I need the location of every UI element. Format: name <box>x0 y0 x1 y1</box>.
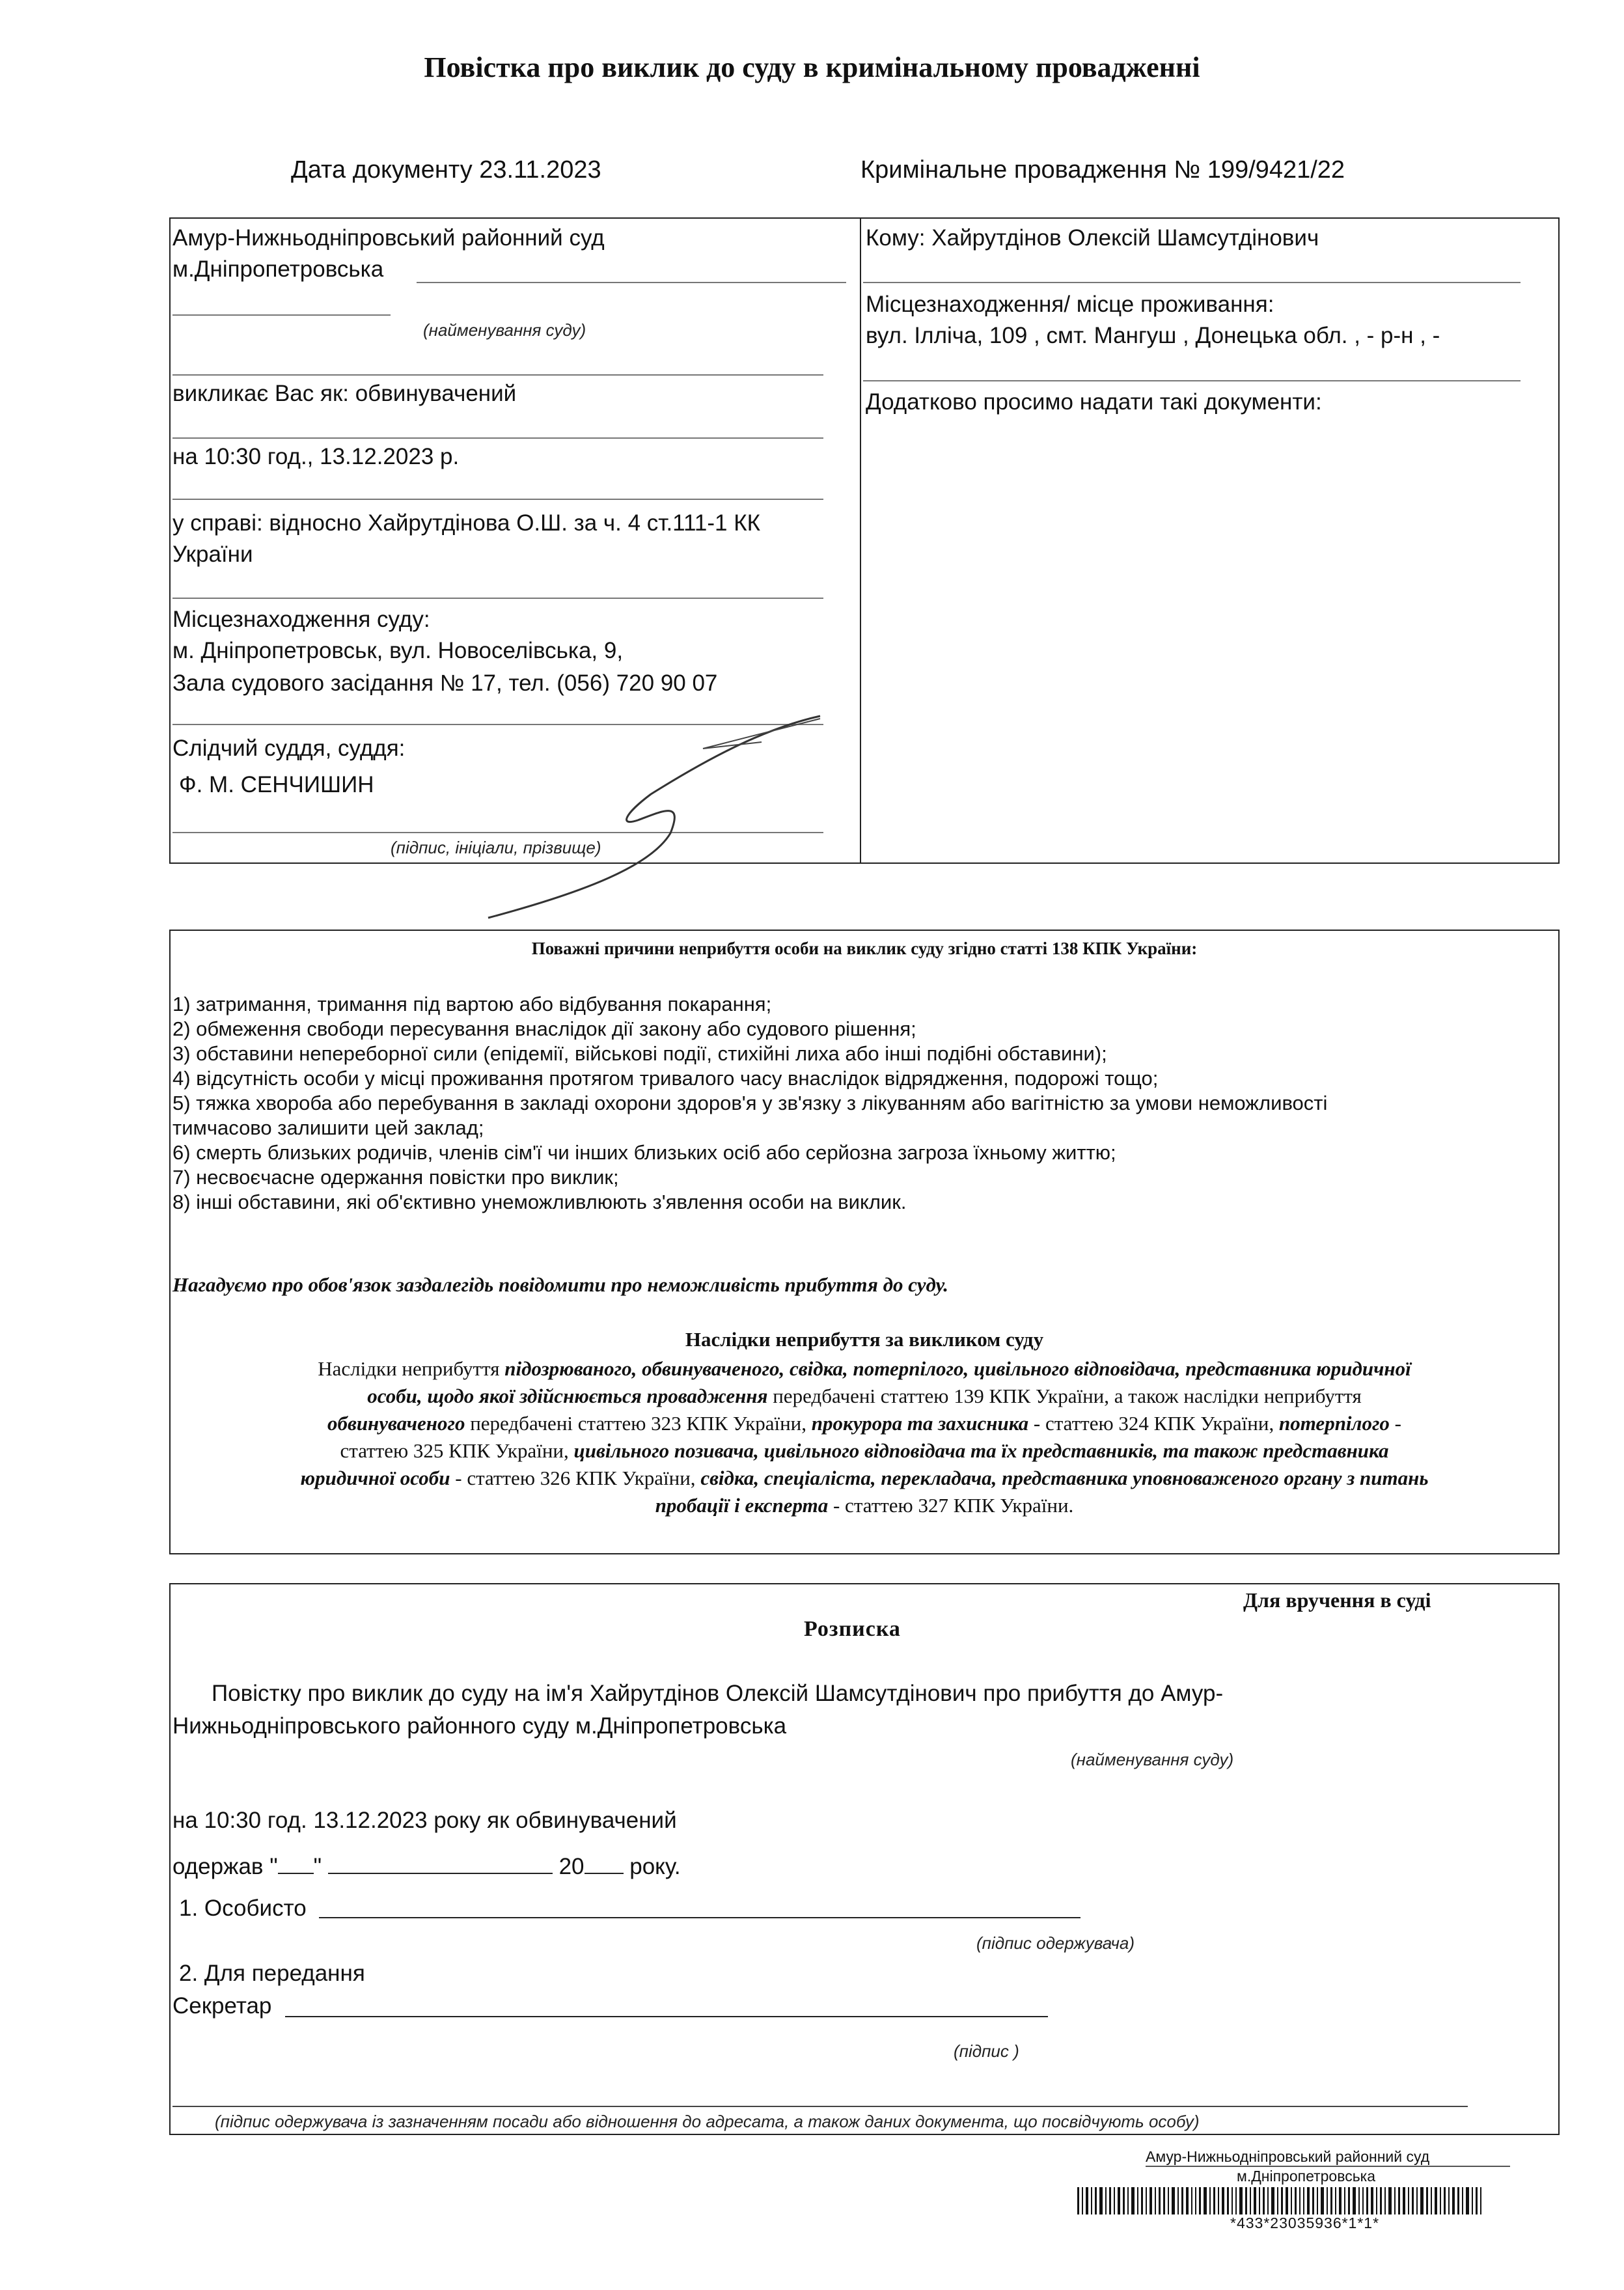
consequences-text-part: - <box>1389 1412 1401 1435</box>
barcode-bar <box>1209 2187 1211 2214</box>
barcode-bar <box>1317 2187 1318 2214</box>
barcode-bar <box>1181 2187 1183 2214</box>
barcode-bar <box>1195 2187 1196 2214</box>
consequences-text-part: пробації і експерта <box>655 1494 829 1517</box>
reason-item: 3) обставини непереборної сили (епідемії, військові події, стихійні лиха або інші подібні обставини); <box>172 1042 1107 1065</box>
barcode-bar <box>1431 2187 1432 2214</box>
barcode-bar <box>1462 2187 1463 2214</box>
barcode-bar <box>1398 2187 1400 2214</box>
consequences-text-part: прокурора та захисника <box>811 1412 1029 1435</box>
secretary-signature-caption: (підпис ) <box>954 2041 1019 2061</box>
court-name-line2: м.Дніпропетровська <box>172 256 384 282</box>
case-description-line2: України <box>172 542 253 567</box>
barcode-bar <box>1416 2187 1418 2214</box>
barcode-bar <box>1394 2187 1396 2214</box>
barcode-bar <box>1299 2187 1301 2214</box>
barcode-bar <box>1344 2187 1345 2214</box>
barcode-bar <box>1452 2187 1455 2214</box>
barcode-bar <box>1155 2187 1156 2214</box>
barcode-bar <box>1321 2187 1324 2214</box>
reason-item: 1) затримання, тримання під вартою або відбування покарання; <box>172 993 772 1015</box>
barcode-bar <box>1118 2187 1120 2214</box>
barcode-bar <box>1235 2187 1237 2214</box>
barcode-bar <box>1177 2187 1179 2214</box>
residence-label: Місцезнаходження/ місце проживання: <box>866 292 1274 317</box>
barcode-bar <box>1466 2187 1469 2214</box>
barcode-bar <box>1149 2187 1152 2214</box>
reason-item: 4) відсутність особи у місці проживання протягом тривалого часу внаслідок відрядження, подорожі тощо; <box>172 1067 1159 1090</box>
consequences-text-part: цивільного позивача, цивільного відповідача та їх представників, та також представника <box>573 1439 1389 1462</box>
consequences-text-part: свідка, спеціаліста, перекладача, представника уповноваженого органу з питань <box>700 1467 1429 1489</box>
receipt-line1: Повістку про виклик до суду на ім'я Хайрутдінов Олексій Шамсутдінович про прибуття до Амур- <box>212 1681 1224 1706</box>
reason-item: тимчасово залишити цей заклад; <box>172 1116 484 1139</box>
barcode-bar <box>1086 2187 1088 2214</box>
reason-item: 7) несвоєчасне одержання повістки про виклик; <box>172 1166 619 1189</box>
barcode-bar <box>1099 2187 1103 2214</box>
reason-item: 2) обмеження свободи пересування внаслідок дії закону або судового рішення; <box>172 1017 916 1040</box>
barcode-bar <box>1286 2187 1288 2214</box>
barcode-bar <box>1218 2187 1219 2214</box>
barcode-bar <box>1366 2187 1368 2214</box>
receipt-court-caption: (найменування суду) <box>1071 1750 1234 1769</box>
barcode-bar <box>1303 2187 1304 2214</box>
barcode-bar <box>1330 2187 1332 2214</box>
barcode-bar <box>1267 2187 1269 2214</box>
court-location-line2: Зала судового засідання № 17, тел. (056) 720 90 07 <box>172 670 718 696</box>
summons-as: викликає Вас як: обвинувачений <box>172 381 517 406</box>
barcode-bar <box>1232 2187 1233 2214</box>
barcode-bar <box>1358 2187 1360 2214</box>
barcode-bar <box>1259 2187 1260 2214</box>
reasons-list <box>172 992 1552 1215</box>
footer-court-line1: Амур-Нижньодніпровський районний суд <box>1146 2148 1430 2165</box>
barcode-bar <box>1204 2187 1207 2214</box>
barcode-bar <box>1472 2187 1473 2214</box>
barcode-bar <box>1082 2187 1083 2214</box>
barcode-bar <box>1307 2187 1310 2214</box>
barcode-bar <box>1245 2187 1247 2214</box>
additional-documents: Додатково просимо надати такі документи: <box>866 389 1322 415</box>
barcode-bar <box>1146 2187 1147 2214</box>
for-transfer-label: 2. Для передання <box>179 1961 365 1986</box>
barcode-number: *433*23035936*1*1* <box>1230 2214 1380 2231</box>
footer-court-line2: м.Дніпропетровська <box>1237 2168 1376 2185</box>
case-description-line1: у справі: відносно Хайрутдінова О.Ш. за ч. 4 ст.111-1 КК <box>172 510 760 536</box>
received-quote: " <box>313 1854 322 1879</box>
judge-caption: (підпис, ініціали, прізвище) <box>391 838 601 857</box>
barcode-bar <box>1281 2187 1283 2214</box>
consequences-text-part: юридичної особи <box>300 1467 450 1489</box>
barcode-bar <box>1339 2187 1342 2214</box>
consequences-text-part: - статтею 326 КПК України, <box>450 1467 701 1489</box>
barcode-bar <box>1137 2187 1138 2214</box>
received-year-suffix: року. <box>629 1854 681 1879</box>
barcode-bar <box>1077 2187 1079 2214</box>
hearing-time: на 10:30 год., 13.12.2023 р. <box>172 444 460 469</box>
receipt-title: Розписка <box>804 1617 901 1641</box>
consequences-heading: Наслідки неприбуття за викликом суду <box>685 1328 1044 1351</box>
barcode-bar <box>1186 2187 1189 2214</box>
consequences-text-part: потерпілого <box>1278 1412 1390 1435</box>
barcode-bar <box>1159 2187 1161 2214</box>
judge-label: Слідчий суддя, суддя: <box>172 736 406 761</box>
barcode-bar <box>1163 2187 1165 2214</box>
barcode-bar <box>1476 2187 1478 2214</box>
received-prefix: одержав " <box>172 1854 278 1879</box>
barcode-bar <box>1277 2187 1278 2214</box>
barcode-bar <box>1168 2187 1169 2214</box>
barcode-bar <box>1199 2187 1201 2214</box>
reminder-note: Нагадуємо про обов'язок заздалегідь повідомити про неможливість прибуття до суду. <box>172 1273 949 1296</box>
barcode-bar <box>1271 2187 1274 2214</box>
barcode-bar <box>1348 2187 1350 2214</box>
consequences-text-part: передбачені статтею 323 КПК України, <box>465 1412 812 1435</box>
consequences-text <box>171 1355 1558 1519</box>
barcode-bar <box>1172 2187 1175 2214</box>
barcode-bar <box>1213 2187 1215 2214</box>
recipient-signature-caption: (підпис одержувача) <box>976 1933 1135 1953</box>
received-date-line <box>172 1853 681 1881</box>
consequences-text-part: підозрюваного, обвинуваченого, свідка, потерпілого, цивільного відповідача, представника юридичної <box>504 1357 1411 1380</box>
barcode-bar <box>1291 2187 1292 2214</box>
barcode <box>1077 2187 1565 2214</box>
barcode-bar <box>1371 2187 1373 2214</box>
barcode-bar <box>1105 2187 1107 2214</box>
barcode-bar <box>1191 2187 1192 2214</box>
consequences-text-part: передбачені статтею 139 КПК України, а також наслідки неприбуття <box>767 1385 1362 1407</box>
barcode-bar <box>1380 2187 1382 2214</box>
barcode-bar <box>1254 2187 1256 2214</box>
barcode-bar <box>1403 2187 1405 2214</box>
consequences-text-part: Наслідки неприбуття <box>318 1357 505 1380</box>
receipt-bottom-caption: (підпис одержувача із зазначенням посади або відношення до адресата, а також даних документа, що посвідчують особу) <box>215 2112 1200 2131</box>
court-location-line1: м. Дніпропетровськ, вул. Новоселівська, 9, <box>172 638 624 663</box>
barcode-bar <box>1263 2187 1265 2214</box>
receipt-time: на 10:30 год. 13.12.2023 року як обвинувачений <box>172 1808 677 1833</box>
barcode-bar <box>1335 2187 1336 2214</box>
secretary-label: Секретар <box>172 1993 272 2019</box>
personally-label: 1. Особисто <box>179 1896 307 1921</box>
consequences-text-part: особи, щодо якої здійснюється провадження <box>367 1385 768 1407</box>
barcode-bar <box>1457 2187 1459 2214</box>
barcode-bar <box>1408 2187 1409 2214</box>
consequences-text-part: статтею 325 КПК України, <box>340 1439 574 1462</box>
reason-item: 5) тяжка хвороба або перебування в закладі охорони здоров'я у зв'язку з лікуванням або вагітністю за умови неможливості <box>172 1092 1328 1114</box>
reason-item: 8) інші обставини, які об'єктивно унеможливлюють з'явлення особи на виклик. <box>172 1191 907 1213</box>
barcode-bar <box>1444 2187 1446 2214</box>
barcode-bar <box>1384 2187 1386 2214</box>
barcode-bar <box>1327 2187 1328 2214</box>
consequences-text-part: обвинуваченого <box>327 1412 465 1435</box>
judge-signature <box>456 703 846 924</box>
barcode-bar <box>1131 2187 1135 2214</box>
barcode-bar <box>1109 2187 1111 2214</box>
court-name-caption: (найменування суду) <box>423 320 586 340</box>
document-date: Дата документу 23.11.2023 <box>291 156 601 184</box>
reasons-heading: Поважні причини неприбуття особи на виклик суду згідно статті 138 КПК України: <box>531 939 1198 958</box>
court-location-label: Місцезнаходження суду: <box>172 607 430 632</box>
barcode-bar <box>1091 2187 1092 2214</box>
barcode-bar <box>1295 2187 1297 2214</box>
barcode-bar <box>1123 2187 1125 2214</box>
barcode-bar <box>1412 2187 1414 2214</box>
barcode-bar <box>1376 2187 1377 2214</box>
barcode-bar <box>1448 2187 1450 2214</box>
barcode-bar <box>1227 2187 1229 2214</box>
barcode-bar <box>1480 2187 1481 2214</box>
barcode-bar <box>1222 2187 1224 2214</box>
barcode-bar <box>1127 2187 1129 2214</box>
case-number: Кримінальне провадження № 199/9421/22 <box>860 156 1345 184</box>
barcode-bar <box>1353 2187 1356 2214</box>
reason-item: 6) смерть близьких родичів, членів сім'ї чи інших близьких осіб або серйозна загроза їхньому життю; <box>172 1141 1116 1164</box>
barcode-bar <box>1362 2187 1364 2214</box>
judge-name: Ф. М. СЕНЧИШИН <box>179 772 374 797</box>
received-year-prefix: 20 <box>558 1854 585 1879</box>
barcode-bar <box>1440 2187 1441 2214</box>
barcode-bar <box>1388 2187 1392 2214</box>
consequences-text-part: - статтею 324 КПК України, <box>1028 1412 1279 1435</box>
court-name-line1: Амур-Нижньодніпровський районний суд <box>172 225 605 251</box>
barcode-bar <box>1095 2187 1097 2214</box>
receipt-line2: Нижньодніпровського районного суду м.Дніпропетровська <box>172 1713 787 1739</box>
barcode-bar <box>1420 2187 1424 2214</box>
barcode-bar <box>1435 2187 1437 2214</box>
barcode-bar <box>1312 2187 1314 2214</box>
consequences-text-part: - статтею 327 КПК України. <box>828 1494 1074 1517</box>
document-title: Повістка про виклик до суду в кримінальному провадженні <box>424 51 1200 83</box>
barcode-bar <box>1239 2187 1243 2214</box>
barcode-bar <box>1426 2187 1428 2214</box>
residence-value: вул. Ілліча, 109 , смт. Мангуш , Донецька обл. , - р-н , - <box>866 323 1440 348</box>
barcode-bar <box>1141 2187 1143 2214</box>
recipient-name: Кому: Хайрутдінов Олексій Шамсутдінович <box>866 225 1319 251</box>
barcode-bar <box>1250 2187 1251 2214</box>
for-delivery-label: Для вручення в суді <box>1243 1588 1431 1612</box>
barcode-bar <box>1114 2187 1115 2214</box>
